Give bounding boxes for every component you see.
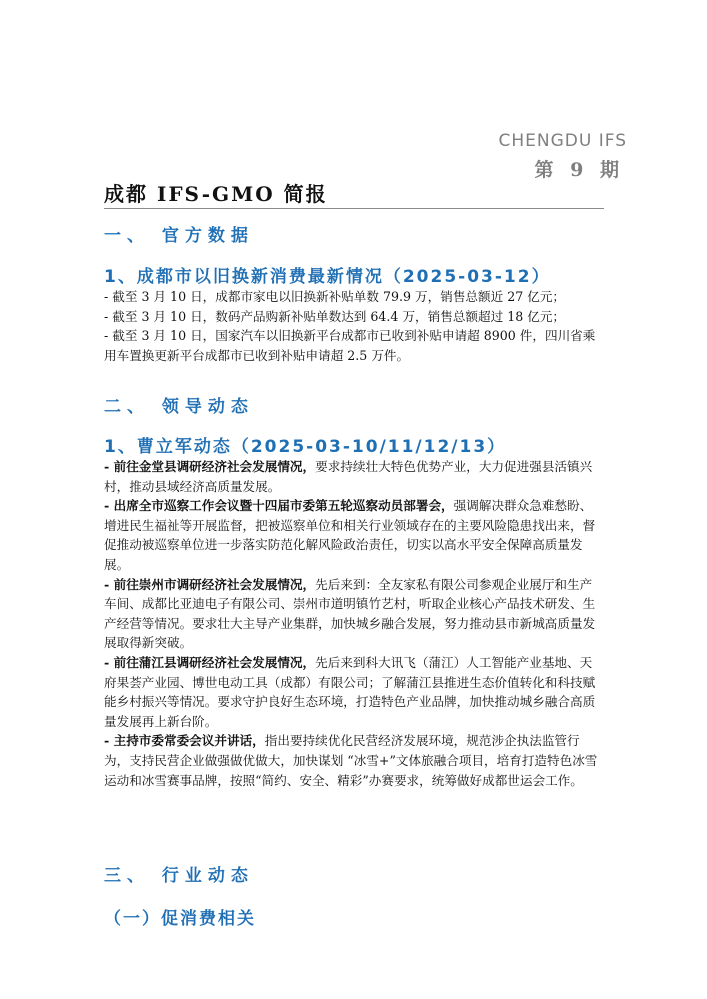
- subsection-trade-in-heading: 1、成都市以旧换新消费最新情况（2025-03-12）: [104, 267, 551, 287]
- list-item: - 截至 3 月 10 日，数码产品购新补贴单数达到 64.4 万，销售总额超过 18 亿元；: [104, 308, 566, 324]
- issue-number: 第 9 期: [534, 159, 624, 181]
- item-lead: - 前往崇州市调研经济社会发展情况，: [104, 576, 316, 592]
- report-title: 成都 IFS-GMO 简报: [104, 182, 328, 206]
- list-item: [104, 731, 604, 790]
- item-body: 要求持续壮大特色优势产业，大力促进强县活镇兴村，推动县域经济高质量发展。: [104, 459, 593, 494]
- list-item: [104, 575, 604, 653]
- section-leader-news-heading: 二、 领导动态: [104, 397, 254, 417]
- item-lead: - 前往金堂县调研经济社会发展情况，: [104, 459, 316, 474]
- header-divider: [104, 208, 604, 209]
- subsection-cao-lijun-heading: 1、曹立军动态（2025-03-10/11/12/13）: [104, 437, 507, 457]
- item-body: 指出要持续优化民营经济发展环境，规范涉企执法监管行为，支持民营企业做强做优做大，加快谋划 “冰雪+”文体旅融合项目，培育打造特色冰雪运动和冰雪赛事品牌，按照“简约、安全、精彩”办赛要求，统筹做好成都世运会工作。: [104, 733, 598, 788]
- item-body: 强调解决群众急难愁盼、增进民生福祉等开展监督，把被巡察单位和相关行业领域存在的主要风险隐患找出来，督促推动被巡察单位进一步落实防范化解风险政治责任，切实以高水平安全保障高质量发展。: [104, 498, 596, 572]
- item-body: 先后来到科大讯飞（蒲江）人工智能产业基地、天府果荟产业园、博世电动工具（成都）有限公司；了解蒲江县推进生态价值转化和科技赋能乡村振兴等情况。要求守护良好生态环境，打造特色产业品牌，加快推动城乡融合高质量发展再上新台阶。: [104, 654, 596, 729]
- item-lead: - 前往蒲江县调研经济社会发展情况，: [104, 654, 316, 670]
- item-body: 先后来到：全友家私有限公司参观企业展厅和生产车间、成都比亚迪电子有限公司、崇州市道明镇竹艺村，听取企业核心产品技术研发、生产经营等情况。要求壮大主导产业集群，加快城乡融合发展，努力推动县市新城高质量发展取得新突破。: [104, 576, 596, 651]
- list-item: - 截至 3 月 10 日，成都市家电以旧换新补贴单数 79.9 万，销售总额近 27 亿元；: [104, 289, 566, 304]
- leader-activity-list: [104, 457, 604, 790]
- subsection-consumption-heading: （一）促消费相关: [104, 909, 256, 929]
- list-item: [104, 496, 604, 574]
- brand-name: CHENGDU IFS: [498, 131, 627, 151]
- section-official-data-heading: 一、 官方数据: [104, 226, 254, 246]
- list-item: [104, 653, 604, 731]
- list-item: - 截至 3 月 10 日，国家汽车以旧换新平台成都市已收到补贴申请超 8900 件，四川省乘用车置换更新平台成都市已收到补贴申请超 2.5 万件。: [104, 328, 596, 363]
- list-item: [104, 457, 604, 496]
- section-industry-news-heading: 三、 行业动态: [104, 866, 254, 886]
- item-lead: - 主持市委常委会议并讲话，: [104, 733, 265, 749]
- item-lead: - 出席全市巡察工作会议暨十四届市委第五轮巡察动员部署会，: [104, 498, 454, 514]
- trade-in-list: [104, 287, 604, 365]
